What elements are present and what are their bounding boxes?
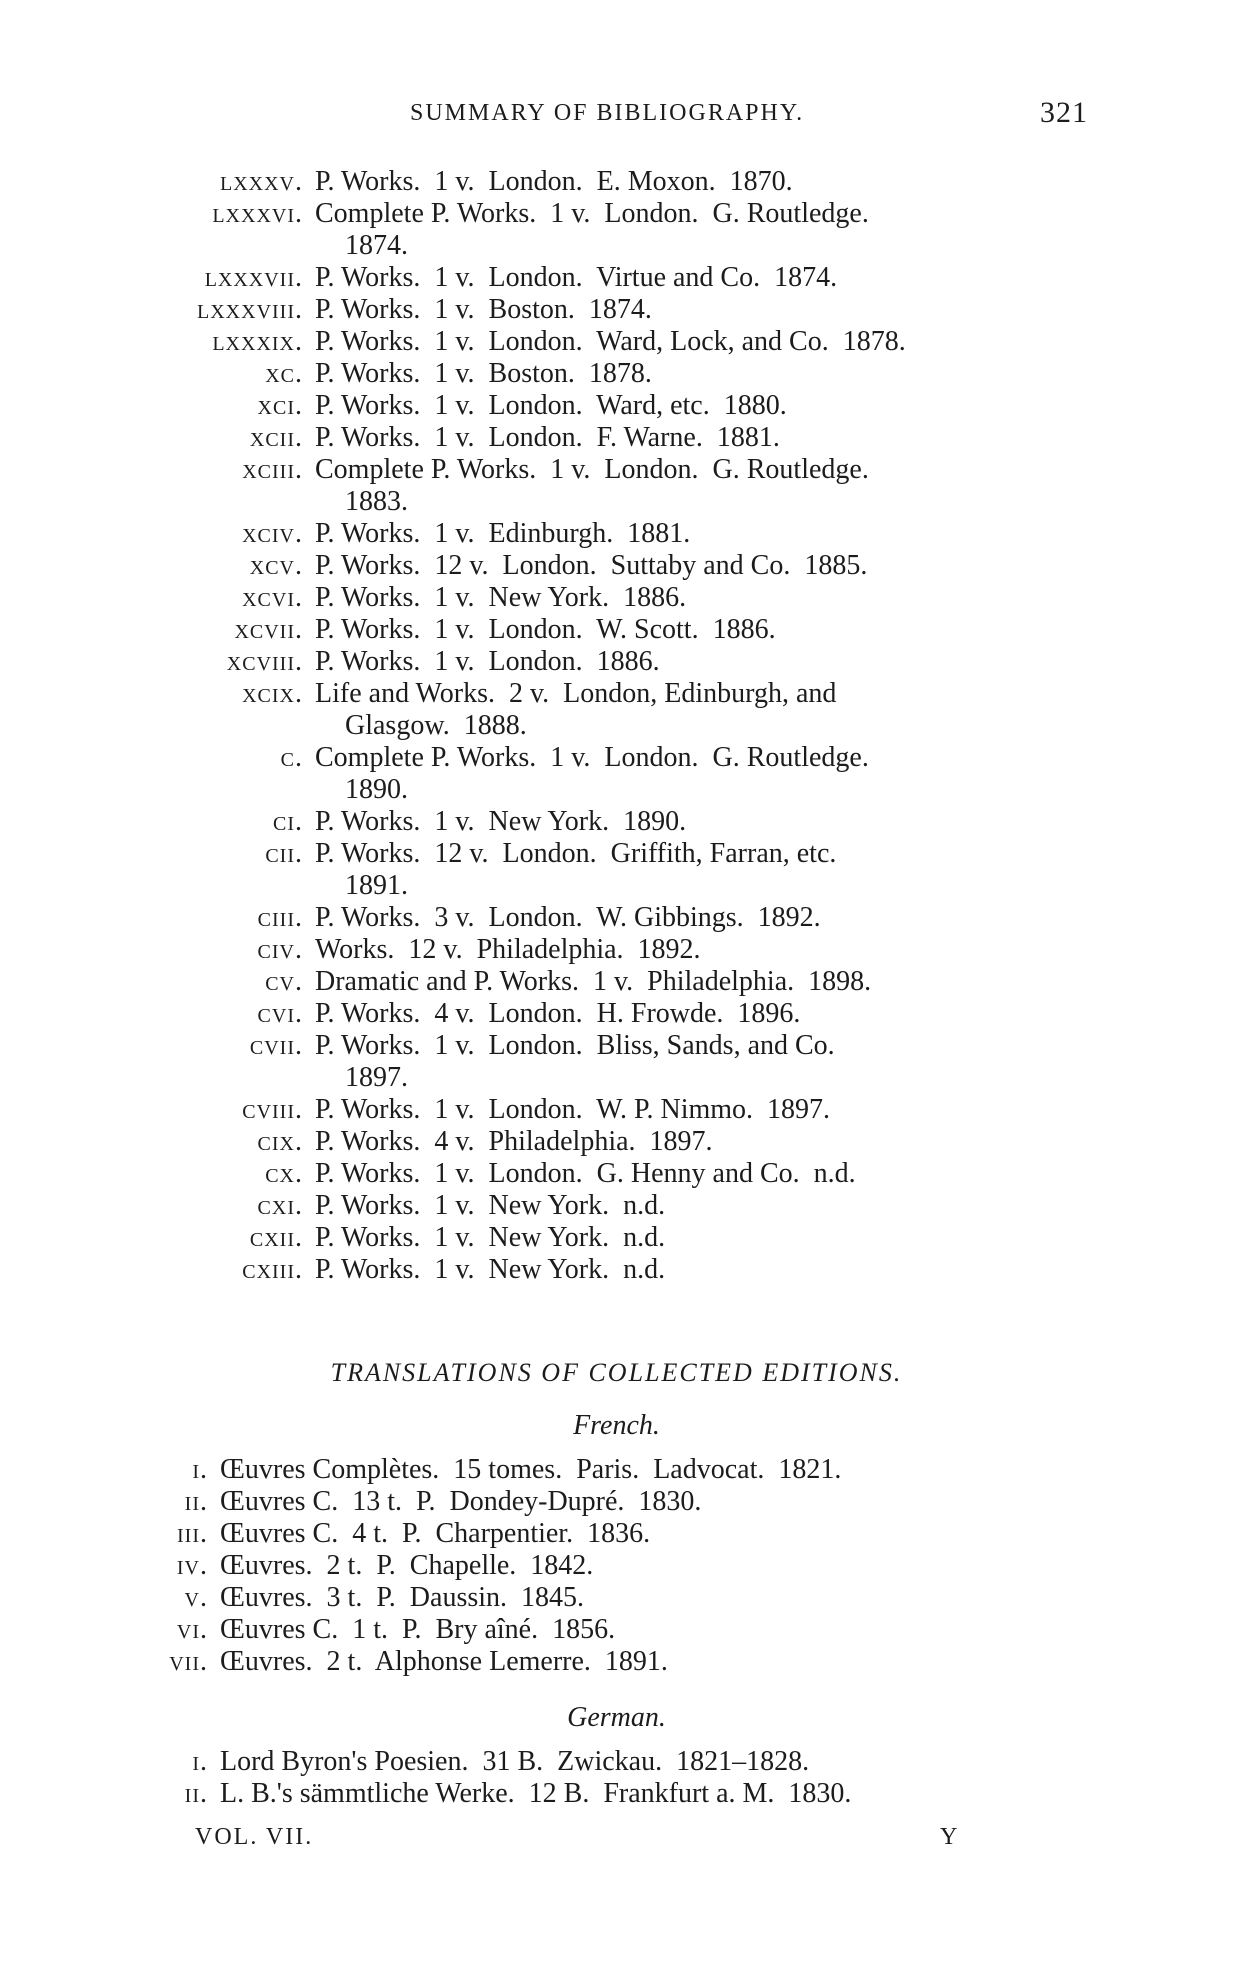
entry-text: Dramatic and P. Works. 1 v. Philadelphia. 1898.: [315, 966, 872, 997]
entry-text: P. Works. 1 v. New York. 1890.: [315, 806, 687, 837]
entry-numeral: xc.: [265, 358, 303, 389]
entry-numeral: v.: [184, 1582, 208, 1613]
signature-mark: Y: [940, 1824, 958, 1850]
entry-numeral: lxxxvi.: [212, 198, 303, 229]
entry-numeral: ci.: [273, 806, 303, 837]
entry-numeral: iv.: [176, 1550, 208, 1581]
list-item: [0, 1158, 1233, 1190]
entry-numeral: cv.: [265, 966, 303, 997]
list-item: [0, 1486, 1233, 1518]
entry-text: P. Works. 1 v. New York. n.d.: [315, 1190, 666, 1221]
entry-text: P. Works. 1 v. London. Ward, etc. 1880.: [315, 390, 787, 421]
entry-text: P. Works. 12 v. London. Suttaby and Co. 1885.: [315, 550, 868, 581]
list-item: [0, 614, 1233, 646]
entry-text: P. Works. 1 v. New York. n.d.: [315, 1222, 666, 1253]
list-item: [0, 1746, 1233, 1778]
page-footer: [0, 1824, 1233, 1864]
entry-numeral: i.: [192, 1746, 208, 1777]
list-item: [0, 966, 1233, 998]
german-heading: German.: [567, 1702, 666, 1733]
entry-numeral: ii.: [184, 1778, 208, 1809]
entry-numeral: cxiii.: [242, 1254, 303, 1285]
entry-text: P. Works. 1 v. New York. n.d.: [315, 1254, 666, 1285]
entry-text: P. Works. 1 v. London. 1886.: [315, 646, 660, 677]
entry-text: Œuvres C. 13 t. P. Dondey-Dupré. 1830.: [220, 1486, 702, 1517]
entry-numeral: xcviii.: [226, 646, 303, 677]
entry-text: P. Works. 1 v. London. G. Henny and Co. n.d.: [315, 1158, 856, 1189]
list-item: [0, 998, 1233, 1030]
entry-text: Works. 12 v. Philadelphia. 1892.: [315, 934, 701, 965]
entry-numeral: cvii.: [249, 1030, 303, 1061]
entry-numeral: xcvii.: [234, 614, 303, 645]
entry-continuation: 1890.: [345, 774, 408, 805]
list-item: [0, 806, 1233, 838]
entry-text: P. Works. 3 v. London. W. Gibbings. 1892.: [315, 902, 821, 933]
entry-text: Œuvres. 2 t. P. Chapelle. 1842.: [220, 1550, 594, 1581]
page-header: [0, 96, 1233, 136]
entry-continuation: 1897.: [345, 1062, 408, 1093]
list-item: [0, 1778, 1233, 1810]
list-item: [0, 1518, 1233, 1550]
entry-numeral: cx.: [265, 1158, 303, 1189]
list-item: [0, 1550, 1233, 1582]
list-item: [0, 1454, 1233, 1486]
list-item: [0, 934, 1233, 966]
entry-numeral: vii.: [169, 1646, 208, 1677]
entry-text: P. Works. 1 v. London. E. Moxon. 1870.: [315, 166, 793, 197]
entry-numeral: xciii.: [242, 454, 303, 485]
entry-numeral: xcii.: [249, 422, 303, 453]
entry-continuation: 1874.: [345, 230, 408, 261]
entry-text: Life and Works. 2 v. London, Edinburgh, and: [315, 678, 837, 709]
list-item: [0, 1646, 1233, 1678]
entry-continuation: Glasgow. 1888.: [345, 710, 527, 741]
list-item: [0, 1222, 1233, 1254]
entry-numeral: cvi.: [257, 998, 303, 1029]
list-item: [0, 1190, 1233, 1222]
entry-text: Lord Byron's Poesien. 31 B. Zwickau. 1821–1828.: [220, 1746, 810, 1777]
list-item: [0, 678, 1233, 742]
entry-numeral: xci.: [257, 390, 303, 421]
entry-numeral: xcix.: [242, 678, 303, 709]
entry-numeral: ii.: [184, 1486, 208, 1517]
entry-text: Complete P. Works. 1 v. London. G. Routledge.: [315, 454, 869, 485]
list-item: [0, 390, 1233, 422]
entry-numeral: lxxxv.: [220, 166, 303, 197]
entry-numeral: i.: [192, 1454, 208, 1485]
list-item: [0, 1094, 1233, 1126]
entry-numeral: lxxxvii.: [204, 262, 303, 293]
entry-text: P. Works. 1 v. New York. 1886.: [315, 582, 687, 613]
entry-text: P. Works. 1 v. London. W. P. Nimmo. 1897.: [315, 1094, 831, 1125]
entry-text: P. Works. 4 v. London. H. Frowde. 1896.: [315, 998, 801, 1029]
entry-text: P. Works. 1 v. London. F. Warne. 1881.: [315, 422, 780, 453]
french-heading: French.: [573, 1410, 660, 1441]
list-item: [0, 582, 1233, 614]
entry-numeral: iii.: [177, 1518, 208, 1549]
entry-text: P. Works. 1 v. Edinburgh. 1881.: [315, 518, 691, 549]
entry-numeral: civ.: [257, 934, 303, 965]
list-item: [0, 198, 1233, 262]
list-item: [0, 454, 1233, 518]
list-item: [0, 550, 1233, 582]
list-item: [0, 294, 1233, 326]
bibliography-list: [0, 166, 1233, 1286]
entry-numeral: cviii.: [242, 1094, 303, 1125]
entry-numeral: c.: [280, 742, 303, 773]
entry-text: Œuvres. 3 t. P. Daussin. 1845.: [220, 1582, 585, 1613]
list-item: [0, 326, 1233, 358]
list-item: [0, 1614, 1233, 1646]
entry-text: P. Works. 1 v. London. Bliss, Sands, and Co.: [315, 1030, 835, 1061]
list-item: [0, 422, 1233, 454]
entry-numeral: ciii.: [257, 902, 303, 933]
entry-numeral: xciv.: [242, 518, 303, 549]
list-item: [0, 1126, 1233, 1158]
entry-numeral: lxxxviii.: [197, 294, 303, 325]
entry-text: Complete P. Works. 1 v. London. G. Routledge.: [315, 742, 869, 773]
list-item: [0, 902, 1233, 934]
entry-text: P. Works. 1 v. London. Ward, Lock, and Co. 1878.: [315, 326, 906, 357]
entry-text: L. B.'s sämmtliche Werke. 12 B. Frankfurt a. M. 1830.: [220, 1778, 852, 1809]
entry-text: Œuvres C. 1 t. P. Bry aîné. 1856.: [220, 1614, 616, 1645]
entry-numeral: cxi.: [257, 1190, 303, 1221]
entry-text: Œuvres. 2 t. Alphonse Lemerre. 1891.: [220, 1646, 668, 1677]
list-item: [0, 358, 1233, 390]
list-item: [0, 262, 1233, 294]
french-translations-list: [0, 1454, 1233, 1678]
list-item: [0, 1030, 1233, 1094]
entry-continuation: 1883.: [345, 486, 408, 517]
list-item: [0, 1254, 1233, 1286]
german-translations-list: [0, 1746, 1233, 1810]
entry-numeral: cxii.: [249, 1222, 303, 1253]
entry-numeral: cix.: [257, 1126, 303, 1157]
entry-numeral: cii.: [265, 838, 303, 869]
list-item: [0, 166, 1233, 198]
list-item: [0, 742, 1233, 806]
entry-text: P. Works. 1 v. Boston. 1878.: [315, 358, 652, 389]
entry-text: P. Works. 4 v. Philadelphia. 1897.: [315, 1126, 713, 1157]
entry-text: Œuvres C. 4 t. P. Charpentier. 1836.: [220, 1518, 651, 1549]
entry-numeral: xcvi.: [242, 582, 303, 613]
entry-numeral: vi.: [176, 1614, 208, 1645]
entry-text: P. Works. 12 v. London. Griffith, Farran, etc.: [315, 838, 837, 869]
volume-label: VOL. VII.: [195, 1824, 314, 1850]
entry-text: Œuvres Complètes. 15 tomes. Paris. Ladvocat. 1821.: [220, 1454, 842, 1485]
entry-numeral: lxxxix.: [212, 326, 303, 357]
entry-text: Complete P. Works. 1 v. London. G. Routledge.: [315, 198, 869, 229]
section-title: TRANSLATIONS OF COLLECTED EDITIONS.: [330, 1358, 903, 1387]
running-title: SUMMARY OF BIBLIOGRAPHY.: [410, 100, 805, 126]
entry-numeral: xcv.: [249, 550, 303, 581]
page-number: 321: [1040, 96, 1088, 129]
list-item: [0, 518, 1233, 550]
entry-text: P. Works. 1 v. Boston. 1874.: [315, 294, 652, 325]
list-item: [0, 646, 1233, 678]
list-item: [0, 1582, 1233, 1614]
list-item: [0, 838, 1233, 902]
entry-text: P. Works. 1 v. London. W. Scott. 1886.: [315, 614, 776, 645]
entry-text: P. Works. 1 v. London. Virtue and Co. 1874.: [315, 262, 838, 293]
entry-continuation: 1891.: [345, 870, 408, 901]
